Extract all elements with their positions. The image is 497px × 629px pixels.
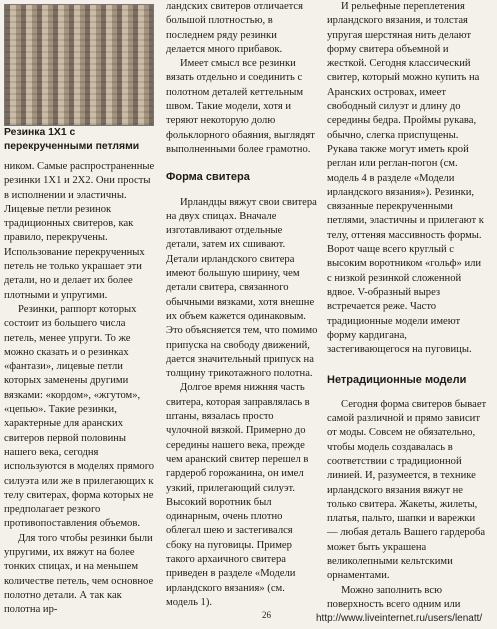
col1-paragraph-1: ником. Самые распространенные резинки 1Х1 и 2Х2. Они просты в исполнении и эластичны. Лицевые петли резинок традиционных свитеров, как правило, перекручены. Использование перекрученных петель не только украшает эти детали, но и делает их более плотными и упругими. [4,161,155,301]
source-url: http://www.liveinternet.ru/users/lenatt/ [316,613,483,624]
col1-paragraph-3: Для того чтобы резинки были упругими, их вяжут на более тонких спицах, и на меньшем количестве петель, чем основное полотно детали. А так как полотна ир- [4,532,154,616]
col3-paragraph-3: Можно заполнить всю поверхность всего одним или [327,584,461,610]
col2-paragraph-3: Ирландцы вяжут свои свитера на двух спицах. Вначале изготавливают отдельные детали, затем их сшивают. Детали ирландского свитера имеют большую ширину, чем детали свитера, связанного обычными вязками, хотя внешне их объем кажется одинаковым. Это объясняется тем, что помимо припуска на свободу движений, дается значительный припуск на толщину трикотажного полотна. [166,196,318,380]
section-heading-nontraditional: Нетрадиционные модели [327,374,467,387]
rib-stitch-photo [4,4,154,126]
section-heading-form: Форма свитера [166,171,250,184]
col1-paragraph-2: Резинки, раппорт которых состоит из большего числа петель, менее упруги. То же можно сказать и о резинках «фантази», лицевые петли которых заменены другими вязками: «кордом», «жгутом», «цепью». Такие резинки, характерные для аранских свитеров первой половины нашего века, сегодня используются в моделях прямого силуэта или же в прилегающих к телу свитерах, форма которых не предполагает резкого противопоставления объемов. [4,303,155,530]
photo-caption: Резинка 1Х1 с перекрученными петлями [4,127,140,152]
column-2 [166,0,318,610]
col2-paragraph-1: ландских свитеров отличается большой плотностью, в последнем ряду резинки делается много прибавок. [166,1,304,55]
column-3 [327,0,487,612]
col3-paragraph-1: И рельефные переплетения ирландского вязания, и толстая упругая шерстяная нить делают форму свитера объемной и жесткой. Сегодня классический свитер, который можно купить на Аранских островах, имеет свободный силуэт и длину до середины бедра. Проймы рукава, обычно, слегка приспущены. Рукава также могут иметь крой реглан или реглан-погон (см. модель 4 в разделе «Модели ирландского вязания»). Резинки, связанные перекрученными петлями, эластичны и прилегают к телу, оттеняя массивность формы. Ворот чаще всего круглый с высоким воротником «гольф» или с низкой резинкой сложенной вдвое. V-образный вырез встречается реже. Часто традиционные модели имеют форму кардигана, застегивающегося на пуговицы. [327,1,484,356]
page-number: 26 [262,610,271,620]
col2-paragraph-4: Долгое время нижняя часть свитера, которая заправлялась в штаны, вязалась просто чулочной вязкой. Примерно до середины нашего века, прежде чем аранский свитер перешел в гардероб горожанина, он имел узкий, прилегающий силуэт. Высокий воротник был одинарным, очень плотно облегал шею и застегивался сбоку на пуговицы. Пример такого архаичного свитера приведен в разделе «Модели ирландского вязания» (см. модель 1). [166,382,310,608]
column-1 [4,160,156,618]
col2-paragraph-2: Имеет смысл все резинки вязать отдельно и соединить с полотном деталей кеттельным швом. Такие модели, хотя и теряют некоторую долю фольклорного обаяния, выглядят выполненными более грамотно. [166,58,315,155]
col3-paragraph-2: Сегодня форма свитеров бывает самой различной и прямо зависит от моды. Совсем не обязательно, чтобы модель создавалась в соответствии с традиционной линией. И, разумеется, в технике ирландского вязания вяжут не только свитера. Жакеты, жилеты, платья, пальто, шапки и варежки — любая деталь Вашего гардероба может быть украшена великолепными кельтскими орнаментами. [327,398,487,582]
